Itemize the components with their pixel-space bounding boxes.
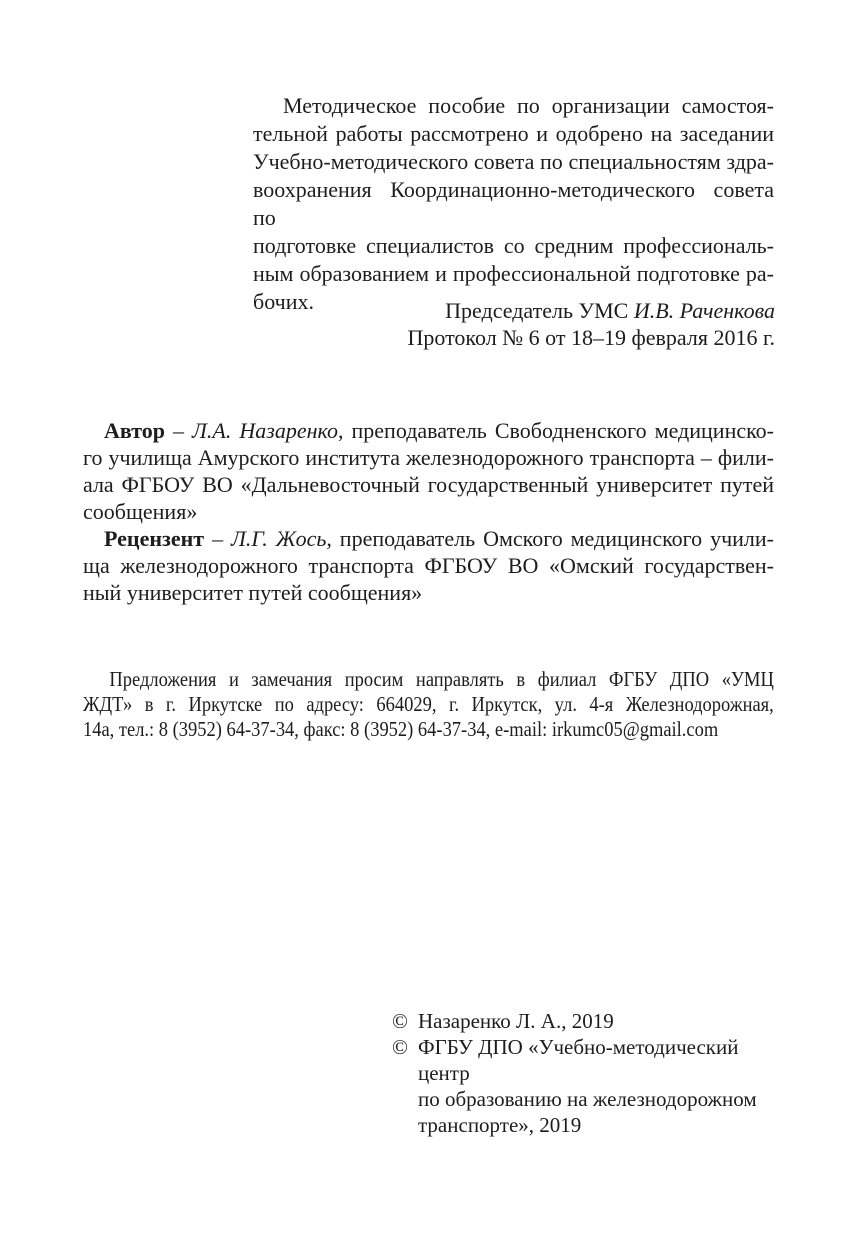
copyright-holder <box>418 1034 792 1138</box>
reviewer-line: ный университет путей сообщения» <box>83 580 423 605</box>
protocol-line: Протокол № 6 от 18–19 февраля 2016 г. <box>407 325 775 350</box>
reviewer-separator: – <box>204 526 232 551</box>
copyright-line: транспорте», 2019 <box>418 1113 582 1137</box>
author-separator: – <box>164 418 193 443</box>
contact-text <box>83 667 774 742</box>
reviewer-name: Л.Г. Жось, <box>231 526 332 551</box>
copyright-symbol: © <box>392 1035 408 1059</box>
reviewer-line <box>83 525 774 552</box>
approval-line: Учебно-методического совета по специальностям здра- <box>253 149 774 174</box>
reviewer-label: Рецензент <box>104 526 205 551</box>
author-line: сообщения» <box>83 499 198 524</box>
author-line <box>83 417 774 444</box>
copyright-entry <box>392 1034 792 1138</box>
approval-paragraph <box>253 92 774 316</box>
credits-block <box>83 417 774 606</box>
author-name: Л.А. Назаренко <box>192 418 338 443</box>
reviewer-description: преподаватель Омского медицинского учили- <box>331 526 774 551</box>
copyright-symbol: © <box>392 1009 408 1033</box>
author-label: Автор <box>104 418 165 443</box>
author-line: го училища Амурского института железнодорожного транспорта – фили- <box>83 445 774 470</box>
chairman-name: И.В. Раченкова <box>633 298 775 323</box>
contact-line: Предложения и замечания просим направлять в филиал ФГБУ ДПО «УМЦ <box>109 667 774 691</box>
chairman-title: Председатель УМС <box>445 298 634 323</box>
contact-line: 14а, тел.: 8 (3952) 64-37-34, факс: 8 (3952) 64-37-34, e-mail: irkumc05@gmail.com <box>83 717 719 741</box>
chairman-line <box>215 297 775 324</box>
author-description: , преподаватель Свободненского медицинско- <box>338 418 775 443</box>
copyright-entry <box>392 1008 792 1034</box>
contact-line: ЖДТ» в г. Иркутске по адресу: 664029, г. Иркутск, ул. 4-я Железнодорожная, <box>83 692 774 716</box>
approval-line: воохранения Координационно-методического совета по <box>253 177 774 230</box>
copyright-holder: Назаренко Л. А., 2019 <box>418 1009 614 1033</box>
copyright-line: ФГБУ ДПО «Учебно-методический центр <box>418 1035 739 1085</box>
approval-line: ным образованием и профессиональной подготовке ра- <box>253 261 774 286</box>
copyright-line: по образованию на железнодорожном <box>418 1087 757 1111</box>
signature-block <box>215 297 775 351</box>
author-line: ала ФГБОУ ВО «Дальневосточный государственный университет путей <box>83 472 774 497</box>
approval-line: бочих. <box>253 289 314 314</box>
contact-paragraph <box>83 667 774 745</box>
approval-line: Методическое пособие по организации самостоя- <box>283 93 774 118</box>
copyright-block <box>392 1008 792 1138</box>
approval-line: тельной работы рассмотрено и одобрено на заседании <box>253 121 774 146</box>
approval-line: подготовке специалистов со средним профессиональ- <box>253 233 774 258</box>
reviewer-line: ща железнодорожного транспорта ФГБОУ ВО «Омский государствен- <box>83 553 774 578</box>
